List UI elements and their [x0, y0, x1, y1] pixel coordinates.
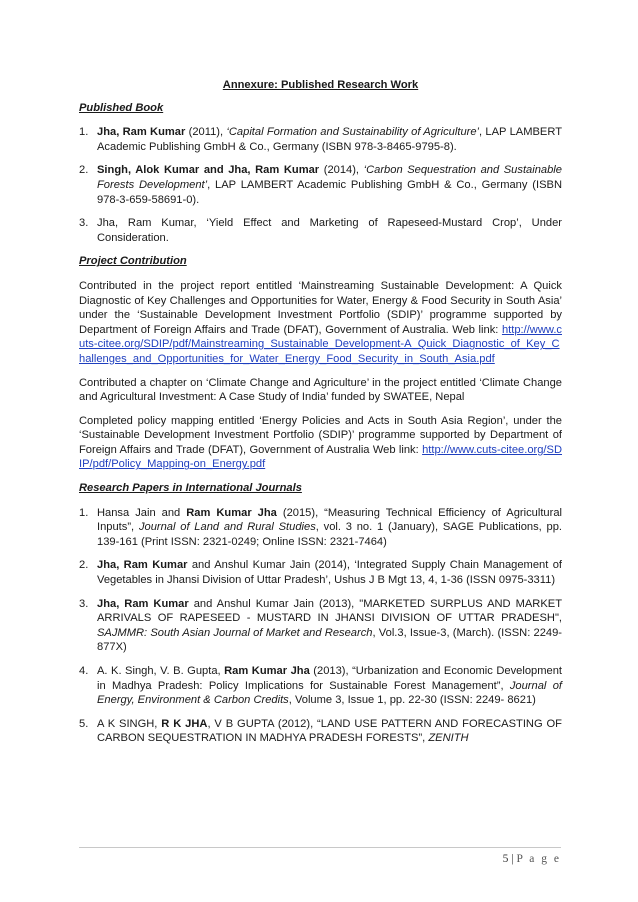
research-papers-heading: Research Papers in International Journals	[79, 482, 302, 495]
list-item: 2. Singh, Alok Kumar and Jha, Ram Kumar (2014), ‘Carbon Sequestration and Sustainable Forests Development’, LAP LAMBERT Academic Publishing GmbH & Co., Germany (ISBN 978-3-659-58691-0).	[79, 164, 562, 206]
list-item: 3. Jha, Ram Kumar and Anshul Kumar Jain (2013), "MARKETED SURPLUS AND MARKET ARRIVALS OF RAPESEED - MUSTARD IN JHANSI DIVISION OF UTTAR PRADESH", SAJMMR: South Asian Journal of Market and Research, Vol.3, Issue-3, (March). (ISSN: 2249-877X)	[79, 597, 563, 654]
list-item: 4. A. K. Singh, V. B. Gupta, Ram Kumar Jha (2013), “Urbanization and Economic Development in Madhya Pradesh: Policy Implications for Sustainable Forest Management”, Journal of Energy, Environment & Carbon Credits, Volume 3, Issue 1, pp. 22-30 (ISSN: 2249- 8621)	[79, 665, 562, 707]
footer-separator: |	[508, 853, 517, 865]
list-item: 5. A K SINGH, R K JHA, V B GUPTA (2012), “LAND USE PATTERN AND FORECASTING OF CARBON SEQUESTRATION IN MADHYA PRADESH FORESTS”, ZENITH	[79, 717, 562, 745]
list-item: 1. Jha, Ram Kumar (2011), ‘Capital Formation and Sustainability of Agriculture’, LAP LAMBERT Academic Publishing GmbH & Co., Germany (ISBN 978-3-8465-9795-8).	[79, 126, 562, 153]
page-word: P a g e	[516, 853, 561, 865]
published-book-heading: Published Book	[79, 101, 164, 114]
project-paragraph: Contributed in the project report entitled ‘Mainstreaming Sustainable Development: A Quick Diagnostic of Key Challenges and Opportunities for Water, Energy & Food Security in South Asia’ under the ‘Sustainable Development Investment Portfolio (SDIP)’ programme supported by Department of Foreign Affairs and Trade (DFAT), Government of Australia. Web link: http://www.cuts-citee.org/SDIP/pdf/Mainstreaming_Sustainable_Development-A_Quick_Diagnostic_of_Key_Challenges_and_Opportunities_for_Water_Energy_Food_Security_in_South_Asia.pdf	[79, 279, 562, 365]
project-paragraph: Completed policy mapping entitled ‘Energy Policies and Acts in South Asia Region’, under the ‘Sustainable Development Investment Portfolio (SDIP)’ programme supported by Department of Foreign Affairs and Trade (DFAT), Government of Australia Web link: http://www.cuts-citee.org/SDIP/pdf/Policy_Mapping-on_Energy.pdf	[79, 414, 562, 471]
project-contribution-heading: Project Contribution	[79, 255, 187, 268]
list-item: 1. Hansa Jain and Ram Kumar Jha (2015), “Measuring Technical Efficiency of Agricultural Inputs”, Journal of Land and Rural Studies, vol. 3 no. 1 (January), SAGE Publications, pp. 139-161 (Print ISSN: 2321-0249; Online ISSN: 2321-7464)	[79, 506, 563, 548]
list-item: 2. Jha, Ram Kumar and Anshul Kumar Jain (2014), ‘Integrated Supply Chain Management of Vegetables in Jhansi Division of Uttar Pradesh’, Ushus J B Mgt 13, 4, 1-36 (ISSN 0975-3311)	[79, 559, 562, 587]
page-content	[79, 78, 562, 755]
annexure-title: Annexure: Published Research Work	[222, 79, 419, 91]
project-paragraph: Contributed a chapter on ‘Climate Change and Agriculture’ in the project entitled ‘Climate Change and Agricultural Investment: A Case Study of India’ funded by SWATEE, Nepal	[79, 376, 562, 404]
project-report-link[interactable]: http://www.cuts-citee.org/SDIP/pdf/Mainstreaming_Sustainable_Development-A_Quick_Diagnostic_of_Key_Challenges_and_Opportunities_for_Water_Energy_Food_Security_in_South_Asia.pdf	[79, 323, 562, 365]
research-papers-list	[79, 506, 562, 746]
footer-divider	[79, 847, 561, 848]
policy-mapping-link[interactable]: http://www.cuts-citee.org/SDIP/pdf/Policy_Mapping-on_Energy.pdf	[79, 443, 562, 471]
page-number: 5	[502, 853, 509, 865]
list-item: 3. Jha, Ram Kumar, ‘Yield Effect and Marketing of Rapeseed-Mustard Crop’, Under Consideration.	[79, 217, 562, 244]
page-footer	[503, 853, 561, 865]
published-book-list	[79, 125, 562, 245]
